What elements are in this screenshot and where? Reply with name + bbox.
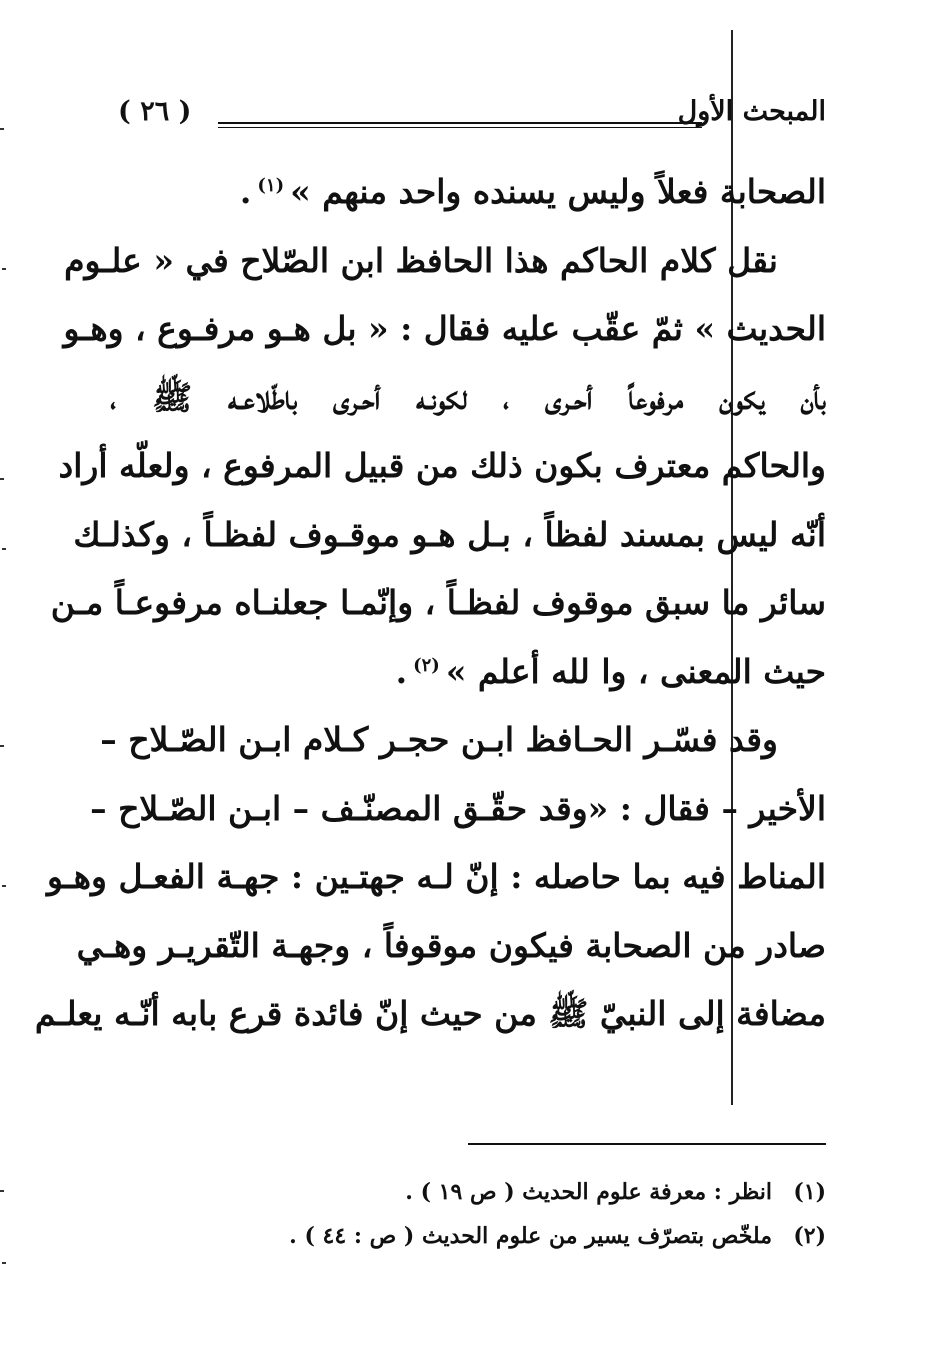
footnote (150, 1214, 826, 1258)
text-line: المناط فيه بما حاصله : إنّ لـه جهتـين : جهـة الفعـل وهـو (46, 857, 826, 896)
text-line: سائر ما سبق موقوف لفظـاً ، وإنّمـا جعلنـاه مرفوعـاً مـن (50, 583, 826, 622)
footnote-number: (١) (793, 1179, 826, 1205)
scan-speck (2, 268, 6, 270)
running-header (118, 92, 826, 142)
footnote (150, 1170, 826, 1214)
chapter-title: المبحث الأول (677, 96, 826, 127)
scan-speck (0, 128, 4, 130)
text-line: نقل كلام الحاكم هذا الحافظ ابن الصّلاح في « علـوم (64, 240, 778, 280)
scan-speck (2, 1262, 6, 1264)
footnote-ref: (٢) (413, 654, 440, 676)
footnote-text: ملخّص بتصرّف يسير من علوم الحديث ( ص : ٤٤ ) . (289, 1223, 772, 1249)
scan-speck (2, 548, 6, 550)
scan-speck (2, 885, 6, 887)
scan-speck (0, 745, 4, 747)
body-text (34, 158, 826, 1049)
header-rule (218, 122, 702, 128)
text-line: والحاكم معترف بكون ذلك من قبيل المرفوع ، ولعلّه أراد (58, 446, 826, 485)
text-line: حيث المعنى ، وا لله أعلم »$^{(٢)}$. (395, 651, 826, 691)
footnote-rule (468, 1143, 826, 1145)
footnote-number: (٢) (793, 1223, 826, 1249)
footnote-ref: (١) (257, 175, 285, 196)
scan-speck (0, 1190, 4, 1192)
text-line: الصحابة فعلاً وليس يسنده واحد منهم »$^{(١)}$. (239, 172, 826, 211)
text-line: مضافة إلى النبيّ ﷺ من حيث إنّ فائدة قرع بابه أنّـه يعلـم (34, 994, 826, 1033)
text-line: أنّه ليس بمسند لفظاً ، بـل هـو موقـوف لفظـاً ، وكذلـك (73, 514, 826, 554)
scan-speck (0, 478, 4, 480)
text-line: بأن يكون مرفوعاً أحـرى ، لكونـه أحـرى باطّلاعـه ﷺ ، (110, 377, 826, 417)
text-line: الحديث » ثمّ عقّب عليه فقال : « بل هـو مرفـوع ، وهـو (63, 309, 826, 348)
text-line: صادر من الصحابة فيكون موقوفاً ، وجهـة التّقريـر وهـي (76, 925, 826, 965)
text-line: الأخير – فقال : «وقد حقّـق المصنّـف – ابـن الصّـلاح – (90, 788, 826, 828)
page-number: ( ٢٦ ) (118, 96, 192, 127)
text-line: وقد فسّـر الحـافظ ابـن حجـر كـلام ابـن الصّـلاح – (100, 720, 778, 759)
footnote-text: انظر : معرفة علوم الحديث ( ص ١٩ ) . (405, 1179, 772, 1205)
footnotes (150, 1170, 826, 1258)
